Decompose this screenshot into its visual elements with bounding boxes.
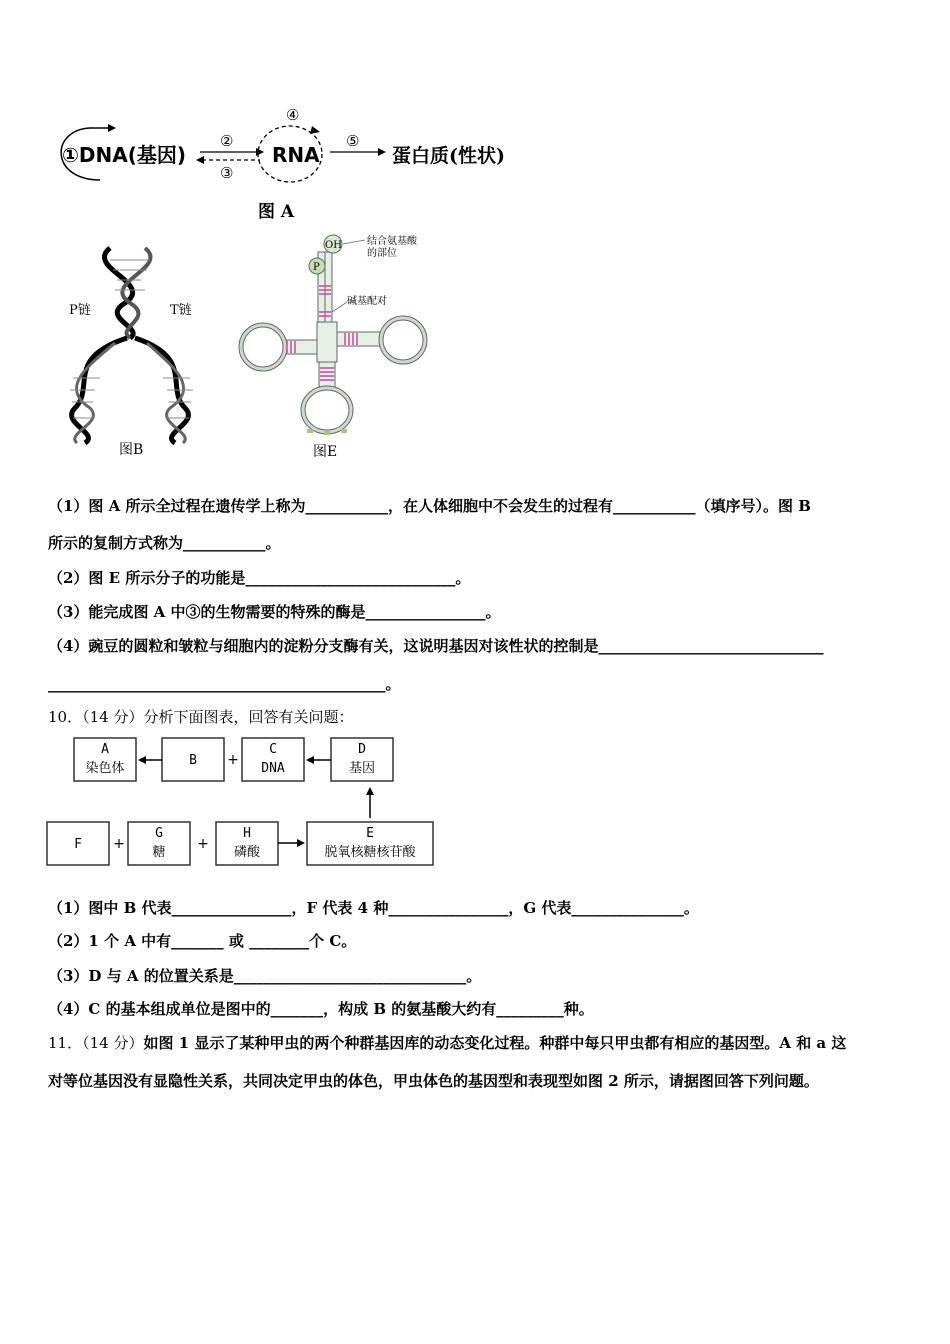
figure-a-caption: 图 A	[258, 202, 295, 222]
q9-line3: （2）图 E 所示分子的功能是____________________________。	[48, 569, 471, 587]
protein-trait-label: 蛋白质(性状)	[392, 145, 505, 167]
base-pair-label: 碱基配对	[347, 296, 387, 307]
q10-number: 10．（14 分）	[48, 708, 144, 726]
figure-a	[50, 100, 550, 225]
oh-label: OH	[325, 240, 342, 251]
plus-f-g: +	[113, 836, 125, 852]
q9-line6: _____________________________________________。	[48, 675, 401, 693]
plus-b-c: +	[227, 752, 239, 768]
p-chain-label: P链	[69, 303, 91, 318]
figure-e-trna	[235, 232, 445, 462]
q10-line4: （4）C 的基本组成单位是图中的_______，构成 B 的氨基酸大约有_________种。	[48, 1000, 594, 1018]
box-g-letter: G	[155, 826, 163, 841]
aa-site-label-line2: 的部位	[367, 248, 397, 259]
plus-g-h: +	[197, 836, 209, 852]
q10-line1: （1）图中 B 代表________________，F 代表 4 种________________，G 代表_______________。	[48, 899, 699, 917]
q11-line1-text: 如图 1 显示了某种甲虫的两个种群基因库的动态变化过程。种群中每只甲虫都有相应的基因型。A 和 a 这	[143, 1034, 847, 1052]
box-d-letter: D	[358, 742, 366, 757]
box-d-name: 基因	[348, 761, 376, 776]
box-c-letter: C	[269, 742, 277, 757]
box-c-name: DNA	[261, 761, 285, 776]
step-2-label: ②	[220, 132, 234, 150]
q11-number: 11．（14 分）	[48, 1034, 144, 1052]
q10-line2: （2）1 个 A 中有_______ 或 ________个 C。	[48, 932, 357, 950]
dna-gene-label: ①DNA(基因)	[62, 143, 187, 167]
p-label: P	[313, 262, 320, 273]
box-f-letter: F	[74, 837, 82, 852]
rna-label: RNA	[272, 143, 320, 167]
q10-line3: （3）D 与 A 的位置关系是_______________________________。	[48, 967, 482, 985]
step-5-label: ⑤	[346, 132, 360, 150]
box-h-name: 磷酸	[233, 845, 261, 860]
box-e-name: 脱氧核糖核苷酸	[324, 845, 416, 860]
aa-site-label-line1: 结合氨基酸	[367, 236, 417, 247]
box-h-letter: H	[243, 826, 251, 841]
q10-concept-diagram	[44, 735, 444, 870]
figure-b-caption: 图B	[119, 442, 144, 458]
q10-title-text: 分析下面图表，回答有关问题：	[143, 708, 354, 726]
q9-line5: （4）豌豆的圆粒和皱粒与细胞内的淀粉分支酶有关，这说明基因对该性状的控制是______________________________	[48, 637, 824, 655]
box-e-letter: E	[366, 826, 374, 841]
step-3-label: ③	[220, 164, 234, 182]
box-g-name: 糖	[152, 845, 166, 860]
q11-line2: 对等位基因没有显隐性关系，共同决定甲虫的体色，甲虫体色的基因型和表现型如图 2 所示，请据图回答下列问题。	[48, 1072, 819, 1090]
q9-line2: 所示的复制方式称为___________。	[48, 534, 281, 552]
step-4-label: ④	[286, 106, 300, 124]
q10-title	[48, 707, 353, 727]
box-a-name: 染色体	[85, 761, 125, 776]
figure-e-caption: 图E	[313, 444, 338, 460]
box-b-letter: B	[189, 753, 197, 768]
box-a-letter: A	[101, 742, 109, 757]
q9-line4: （3）能完成图 A 中③的生物需要的特殊的酶是________________。	[48, 603, 501, 621]
q11-line1	[48, 1033, 846, 1053]
figure-b-dna-replication	[55, 238, 220, 463]
t-chain-label: T链	[170, 303, 192, 318]
q9-line1: （1）图 A 所示全过程在遗传学上称为___________，在人体细胞中不会发生的过程有___________（填序号）。图 B	[48, 497, 811, 515]
